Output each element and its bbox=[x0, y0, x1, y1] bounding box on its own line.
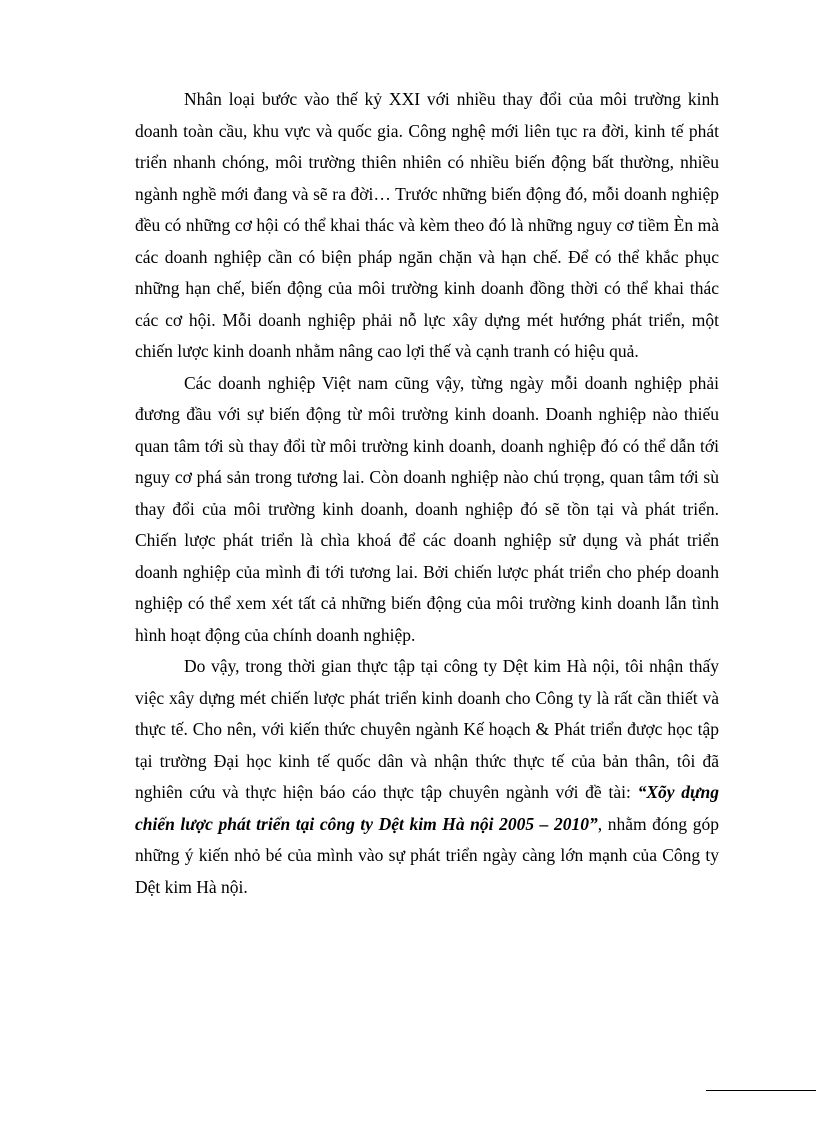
paragraph-intro bbox=[135, 84, 719, 368]
paragraph-thesis-topic-lead: Do vậy, trong thời gian thực tập tại công ty Dệt kim Hà nội, tôi nhận thấy việc xây dựng mét chiến lược phát triển kinh doanh cho Công ty là rất cần thiết và thực tế. Cho nên, với kiến thức chuyên ngành Kế hoạch & Phát triển được học tập tại trường Đại học kinh tế quốc dân và nhận thức thực tế của bản thân, tôi đã nghiên cứu và thực hiện báo cáo thực tập chuyên ngành với đề tài: bbox=[135, 656, 719, 802]
paragraph-vietnam-enterprises bbox=[135, 368, 719, 652]
footnote-separator-line bbox=[706, 1090, 816, 1091]
thesis-title: “Xõy dựng chiến lược phát triển tại công ty Dệt kim Hà nội 2005 – 2010” bbox=[135, 782, 719, 834]
paragraph-vietnam-enterprises-text: Các doanh nghiệp Việt nam cũng vậy, từng ngày mỗi doanh nghiệp phải đương đầu với sự biến động từ môi trường kinh doanh. Doanh nghiệp nào thiếu quan tâm tới sù thay đổi từ môi trường kinh doanh, doanh nghiệp đó có thể dẫn tới nguy cơ phá sản trong tương lai. Còn doanh nghiệp nào chú trọng, quan tâm tới sù thay đổi của môi trường kinh doanh, doanh nghiệp đó sẽ tồn tại và phát triển. Chiến lược phát triển là chìa khoá để các doanh nghiệp sử dụng và phát triển doanh nghiệp của mình đi tới tương lai. Bởi chiến lược phát triển cho phép doanh nghiệp có thể xem xét tất cả những biến động của môi trường kinh doanh lẫn tình hình hoạt động của chính doanh nghiệp. bbox=[135, 372, 719, 645]
document-body bbox=[135, 84, 719, 903]
paragraph-thesis-topic-tail: , nhằm đóng góp những ý kiến nhỏ bé của mình vào sự phát triển ngày càng lớn mạnh của Công ty Dệt kim Hà nội. bbox=[135, 813, 719, 897]
paragraph-thesis-topic bbox=[135, 651, 719, 903]
paragraph-intro-text: Nhân loại bước vào thế kỷ XXI với nhiều thay đổi của môi trường kinh doanh toàn cầu, khu vực và quốc gia. Công nghệ mới liên tục ra đời, kinh tế phát triển nhanh chóng, môi trường thiên nhiên có nhiều biến động bất thường, nhiều ngành nghề mới đang và sẽ ra đời… Trước những biến động đó, mỗi doanh nghiệp đều có những cơ hội có thể khai thác và kèm theo đó là những nguy cơ tiềm Èn mà các doanh nghiệp cần có biện pháp ngăn chặn và hạn chế. Để có thể khắc phục những hạn chế, biến động của môi trường kinh doanh đồng thời có thể khai thác các cơ hội. Mỗi doanh nghiệp phải nỗ lực xây dựng mét hướng phát triển, một chiến lược kinh doanh nhằm nâng cao lợi thế và cạnh tranh có hiệu quả. bbox=[135, 89, 719, 361]
